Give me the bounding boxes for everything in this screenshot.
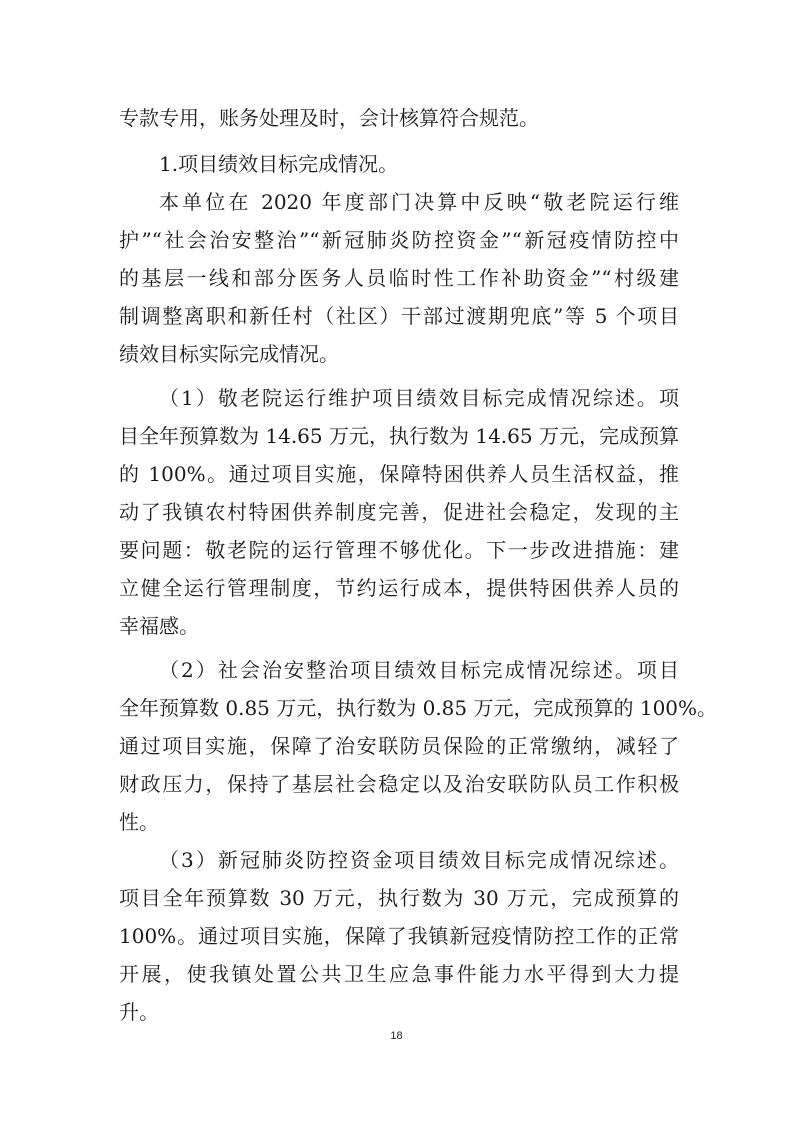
paragraph-line: 制调整离职和新任村（社区）干部过渡期兜底”等 5 个项目 [119,304,679,328]
paragraph-line: 项目全年预算数 30 万元，执行数为 30 万元，完成预算的 [119,886,679,910]
paragraph-line: 幸福感。 [119,614,199,638]
paragraph-line: 本单位在 2020 年度部门决算中反映“敬老院运行维 [159,190,679,214]
paragraph-line: 通过项目实施，保障了治安联防员保险的正常缴纳，减轻了 [119,734,679,758]
paragraph-line: 的 100%。通过项目实施，保障特困供养人员生活权益，推 [119,462,679,486]
paragraph-line: 目全年预算数为 14.65 万元，执行数为 14.65 万元，完成预算 [119,424,679,448]
paragraph-line: 护”“社会治安整治”“新冠肺炎防控资金”“新冠疫情防控中 [119,228,679,252]
paragraph-line: 100%。通过项目实施，保障了我镇新冠疫情防控工作的正常 [119,924,679,948]
paragraph-line: 开展，使我镇处置公共卫生应急事件能力水平得到大力提 [119,962,679,986]
paragraph-line: 动了我镇农村特困供养制度完善，促进社会稳定，发现的主 [119,500,679,524]
paragraph-line: 财政压力，保持了基层社会稳定以及治安联防队员工作积极 [119,772,679,796]
paragraph-line: 绩效目标实际完成情况。 [119,342,339,366]
paragraph-line: 专款专用，账务处理及时，会计核算符合规范。 [119,106,539,130]
paragraph-line: 要问题：敬老院的运行管理不够优化。下一步改进措施：建 [119,538,679,562]
paragraph-line: （1）敬老院运行维护项目绩效目标完成情况综述。项 [159,386,679,410]
paragraph-line: 升。 [119,1000,159,1024]
section-heading: 1.项目绩效目标完成情况。 [159,152,399,176]
paragraph-line: 性。 [119,810,159,834]
paragraph-line: （2）社会治安整治项目绩效目标完成情况综述。项目 [159,658,679,682]
paragraph-line: （3）新冠肺炎防控资金项目绩效目标完成情况综述。 [159,848,679,872]
page-number: 18 [390,1030,403,1042]
paragraph-line: 的基层一线和部分医务人员临时性工作补助资金”“村级建 [119,266,679,290]
paragraph-line: 全年预算数 0.85 万元，执行数为 0.85 万元，完成预算的 100%。 [119,696,718,720]
paragraph-line: 立健全运行管理制度，节约运行成本，提供特困供养人员的 [119,576,679,600]
